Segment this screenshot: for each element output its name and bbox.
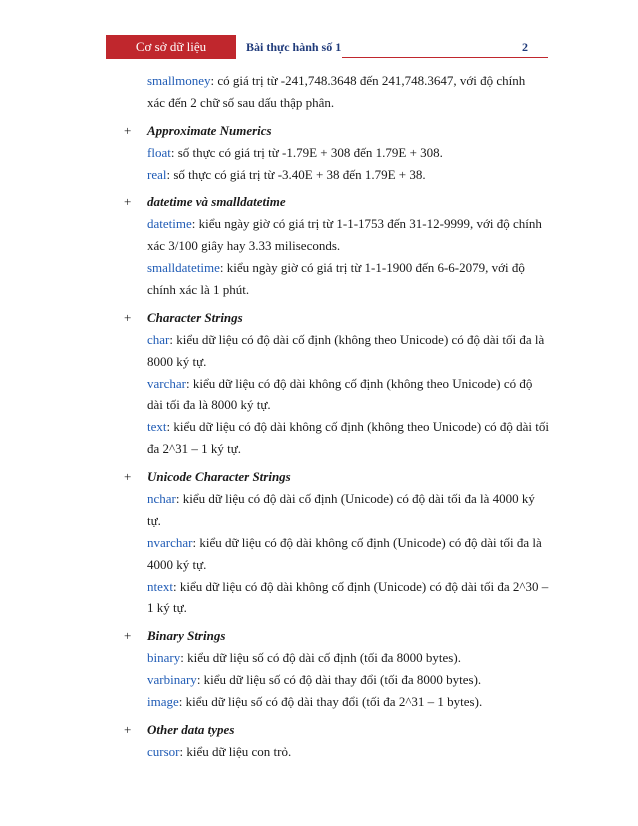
description: : kiểu dữ liệu có độ dài không cố định (Unicode) có độ dài tối đa là [192,534,542,550]
intro-line-2: xác đến 2 chữ số sau dấu thập phân. [147,94,335,110]
description: : kiểu dữ liệu có độ dài cố định (Unicode) có độ dài tối đa là 4000 ký [175,491,535,507]
datatype-item [0,213,638,235]
section-title: datetime và smalldatetime [147,194,286,210]
section-title: Binary Strings [147,628,226,644]
datatype-item [0,416,638,438]
datatype-item [0,691,638,713]
datatype-item [0,329,638,351]
datatype-item [0,741,638,763]
section-title: Approximate Numerics [147,122,272,138]
datatype-item [0,142,638,164]
keyword: cursor [147,743,180,759]
datatype-item [0,488,638,510]
keyword: binary [147,650,181,666]
keyword: varbinary [147,672,197,688]
keyword: nchar [147,491,176,507]
bullet-icon: + [124,469,132,485]
header-divider [342,57,548,58]
description: : kiểu ngày giờ có giá trị từ 1-1-1900 đến 6-6-2079, với độ [219,260,525,276]
datatype-item [0,576,638,598]
description-continuation: 8000 ký tự. [147,353,207,369]
description-continuation: đa 2^31 – 1 ký tự. [147,441,242,457]
section-heading [0,466,638,488]
bullet-icon: + [124,309,132,325]
keyword: datetime [147,216,192,232]
keyword: char [147,331,170,347]
course-title: Cơ sở dữ liệu [106,35,236,59]
lab-title: Bài thực hành số 1 [246,40,342,54]
datatype-item [0,257,638,279]
description: : kiểu dữ liệu con trỏ. [179,743,292,759]
section-heading [0,625,638,647]
bullet-icon: + [124,194,132,210]
datatype-item [0,669,638,691]
datatype-item [0,373,638,395]
bullet-icon: + [124,628,132,644]
bullet-icon: + [124,122,132,138]
page-number: 2 [522,40,528,54]
description: : kiểu dữ liệu có độ dài không cố định (không theo Unicode) có độ [185,375,533,391]
description-continuation: 1 ký tự. [147,600,187,616]
bullet-icon: + [124,721,132,737]
keyword: image [147,694,179,710]
keyword: real [147,166,167,182]
section-heading [0,719,638,741]
section-title: Unicode Character Strings [147,469,291,485]
datatype-item [0,164,638,186]
datatype-item [0,647,638,669]
description: : kiểu dữ liệu số có độ dài thay đổi (tối đa 8000 bytes). [196,672,482,688]
description-continuation: 4000 ký tự. [147,556,207,572]
keyword: ntext [147,578,173,594]
description: : có giá trị từ -241,748.3648 đến 241,748.3647, với độ chính [210,73,526,88]
description-continuation: chính xác là 1 phút. [147,282,250,298]
keyword: smallmoney [147,73,211,88]
description: : kiểu dữ liệu có độ dài cố định (không theo Unicode) có độ dài tối đa là [169,331,545,347]
description-continuation: tự. [147,512,161,528]
keyword: text [147,419,167,435]
section-heading [0,307,638,329]
description: : kiểu ngày giờ có giá trị từ 1-1-1753 đến 31-12-9999, với độ chính [191,216,542,232]
description-continuation: dài tối đa là 8000 ký tự. [147,397,271,413]
intro-line-1 [0,70,638,92]
description: : kiểu dữ liệu số có độ dài thay đổi (tối đa 2^31 – 1 bytes). [178,694,483,710]
datatype-item [0,532,638,554]
section-heading [0,120,638,142]
section-title: Character Strings [147,309,243,325]
section-heading [0,191,638,213]
description: : kiểu dữ liệu số có độ dài cố định (tối đa 8000 bytes). [180,650,461,666]
description: : số thực có giá trị từ -3.40E + 38 đến 1.79E + 38. [166,166,426,182]
keyword: float [147,144,171,160]
section-list [0,120,638,763]
keyword: varchar [147,375,186,391]
document-body [0,70,638,763]
page-header [106,35,548,59]
keyword: nvarchar [147,534,193,550]
keyword: smalldatetime [147,260,220,276]
description: : kiểu dữ liệu có độ dài không cố định (Unicode) có độ dài tối đa 2^30 – [173,578,549,594]
description-continuation: xác 3/100 giây hay 3.33 miliseconds. [147,238,341,254]
description: : số thực có giá trị từ -1.79E + 308 đến 1.79E + 308. [170,144,443,160]
section-title: Other data types [147,721,235,737]
description: : kiểu dữ liệu có độ dài không cố định (không theo Unicode) có độ dài tối [166,419,550,435]
